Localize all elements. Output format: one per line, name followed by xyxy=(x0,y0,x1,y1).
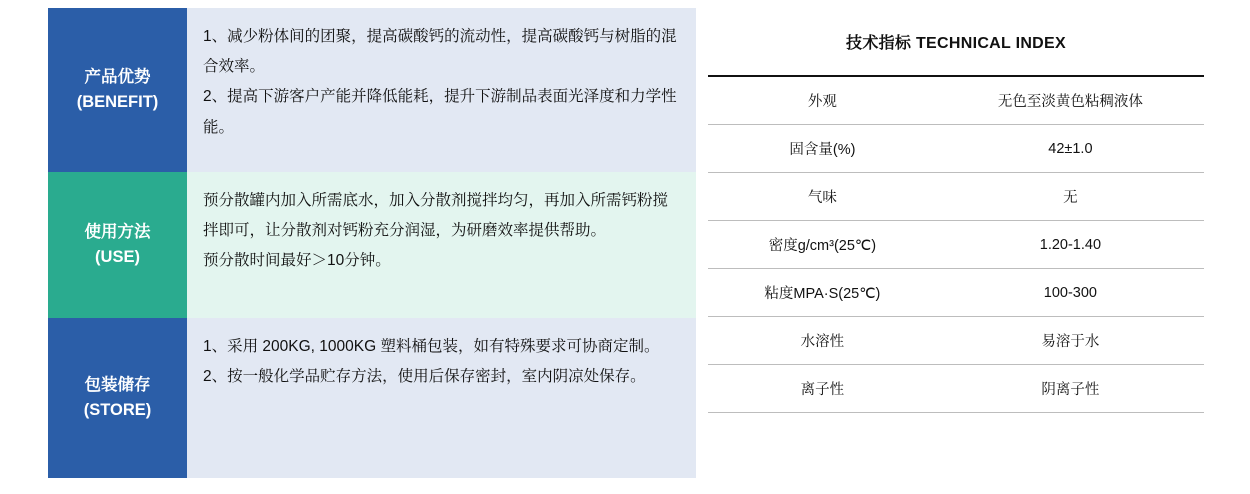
tech-value: 无 xyxy=(937,173,1204,221)
tech-value: 1.20-1.40 xyxy=(937,221,1204,269)
table-row xyxy=(48,8,696,172)
table-row xyxy=(708,76,1204,125)
tech-property: 固含量(%) xyxy=(708,125,937,173)
row-label-benefit xyxy=(48,8,187,172)
body-line: 预分散罐内加入所需底水，加入分散剂搅拌均匀，再加入所需钙粉搅拌即可，让分散剂对钙粉充分润湿，为研磨效率提供帮助。 xyxy=(203,192,669,240)
tech-property: 离子性 xyxy=(708,365,937,413)
label-en: (BENEFIT) xyxy=(76,93,159,111)
table-row xyxy=(708,173,1204,221)
tech-value: 易溶于水 xyxy=(937,317,1204,365)
row-body-benefit xyxy=(187,8,696,172)
label-en: (USE) xyxy=(95,248,140,266)
tech-value: 42±1.0 xyxy=(937,125,1204,173)
tech-value: 无色至淡黄色粘稠液体 xyxy=(937,76,1204,125)
tech-value: 阴离子性 xyxy=(937,365,1204,413)
body-line: 1、减少粉体间的团聚，提高碳酸钙的流动性，提高碳酸钙与树脂的混合效率。 xyxy=(203,28,677,76)
row-label-use xyxy=(48,172,187,318)
tech-value: 100-300 xyxy=(937,269,1204,317)
label-cn: 产品优势 xyxy=(84,68,151,87)
tech-property: 粘度MPA·S(25℃) xyxy=(708,269,937,317)
row-body-store xyxy=(187,318,696,478)
table-row xyxy=(48,318,696,478)
table-row xyxy=(708,317,1204,365)
table-row xyxy=(48,172,696,318)
row-body-use xyxy=(187,172,696,318)
body-line: 预分散时间最好＞10分钟。 xyxy=(203,252,391,270)
table-row xyxy=(708,269,1204,317)
body-line: 1、采用 200KG, 1000KG 塑料桶包装，如有特殊要求可协商定制。 xyxy=(203,338,660,355)
table-row xyxy=(708,365,1204,413)
body-line: 2、提高下游客户产能并降低能耗，提升下游制品表面光泽度和力学性能。 xyxy=(203,88,677,136)
product-info-table xyxy=(48,8,696,478)
tech-property: 水溶性 xyxy=(708,317,937,365)
label-cn: 使用方法 xyxy=(84,223,151,242)
technical-index-table xyxy=(708,75,1204,413)
body-line: 2、按一般化学品贮存方法，使用后保存密封，室内阴凉处保存。 xyxy=(203,368,646,386)
table-row xyxy=(708,221,1204,269)
tech-property: 外观 xyxy=(708,76,937,125)
technical-index-title: 技术指标 TECHNICAL INDEX xyxy=(846,35,1066,52)
table-row xyxy=(708,125,1204,173)
label-en: (STORE) xyxy=(83,401,152,419)
tech-property: 气味 xyxy=(708,173,937,221)
label-cn: 包装储存 xyxy=(84,376,151,395)
row-label-store xyxy=(48,318,187,478)
technical-index-panel xyxy=(696,0,1250,494)
tech-property: 密度g/cm³(25℃) xyxy=(708,221,937,269)
